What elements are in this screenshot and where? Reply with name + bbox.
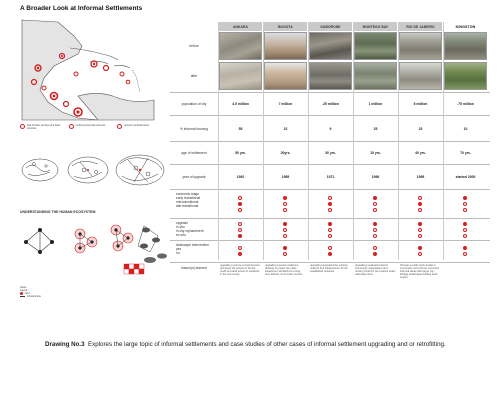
cell-upgrade-year: 1996 <box>371 175 380 179</box>
row-label-upgrade-year: year of upgrade <box>182 175 206 179</box>
lesson-montego-bay: upgrading moderated deal in community organization and nursing funds for the positive under well-water lines <box>355 264 396 276</box>
red-ring-icon <box>20 124 25 129</box>
cell-informal: 23 <box>418 127 423 131</box>
photo-after-rio <box>399 62 442 90</box>
legend-item: lack of basic services and basic structure <box>20 124 63 130</box>
cell-upgrade-year: 1998 <box>416 175 425 179</box>
cell-population: .25 million <box>322 102 339 106</box>
indicator-dot <box>463 246 467 250</box>
indicator-dot <box>373 202 377 206</box>
map-legend <box>20 124 160 130</box>
row-label-population: population of city <box>181 102 207 106</box>
indicator-dot <box>373 228 377 232</box>
indicator-dot <box>463 234 467 238</box>
indicator-dot <box>238 228 242 232</box>
city-header-kingston: KINGSTON <box>444 22 487 31</box>
indicator-dot <box>283 252 287 256</box>
indicator-dot <box>418 202 422 206</box>
legend-item: evolving structural elements <box>69 124 112 129</box>
indicator-dot <box>283 196 287 200</box>
photo-before-gaborone <box>309 32 352 60</box>
caption-text: Explores the large topic of informal settlements and case studies of other cases of informal settlement upgrading and or retrofitting. <box>88 341 446 348</box>
indicator-dot <box>463 196 467 200</box>
cell-population: 6 million <box>413 102 428 106</box>
indicator-dot <box>418 234 422 238</box>
lesson-ankara: upgrading must be comprehensive and leave the access to formal credit and land tenure of residents in the community <box>220 264 260 276</box>
cell-population: .75 million <box>457 102 474 106</box>
indicator-dot <box>373 222 377 226</box>
indicator-dot <box>418 228 422 232</box>
city-header-gaborone: GABORONE <box>309 22 352 31</box>
indicator-dots <box>219 194 489 262</box>
photo-after-gaborone <box>309 62 352 90</box>
row-label-informal: % informal housing <box>179 127 209 131</box>
lesson-gaborone: upgrading separated the existing network and infrastructure fit into established networks <box>310 264 348 273</box>
legend-notes: Notes: legend: land infrastructure <box>20 286 41 298</box>
red-ring-icon <box>117 124 122 129</box>
lesson-rio: through a public work similar to community and schools reconnect informal areas with larger city; linkage landscapes holding each impact <box>400 264 440 279</box>
photo-after-montego-bay <box>354 62 397 90</box>
indicator-dot <box>328 252 332 256</box>
cell-upgrade-year: 1992 <box>236 175 245 179</box>
row-label-lessons: lesson(s) learned <box>181 266 207 270</box>
lesson-bogota: upgrading ensures resilience; drawing on power the cities situations it will likely be a long term leftover if it is under control <box>265 264 302 276</box>
cell-upgrade-year: 1971 <box>326 175 335 179</box>
cell-age: 50 yrs. <box>235 151 246 155</box>
page-title: A Broader Look at Informal Settlements <box>20 5 143 12</box>
indicator-dot <box>238 202 242 206</box>
photo-after-ankara <box>219 62 262 90</box>
indicator-dot <box>238 252 242 256</box>
indicator-dot <box>418 222 422 226</box>
cell-population: 4.5 million <box>232 102 249 106</box>
cell-population: 1 million <box>368 102 383 106</box>
photo-after-bogota <box>264 62 307 90</box>
ecosystem-diagram <box>18 216 168 280</box>
ecosystem-title: UNDERSTANDING THE HUMAN ECOSYSTEM <box>20 210 96 214</box>
indicator-dot <box>283 228 287 232</box>
indicator-dot <box>418 196 422 200</box>
row-label-age: age of settlement <box>181 151 207 155</box>
settlement-sketches <box>18 150 168 192</box>
row-label-after: after <box>190 74 198 78</box>
indicator-dot <box>418 246 422 250</box>
indicator-dot <box>373 234 377 238</box>
row-label-before: before <box>189 44 199 48</box>
indicator-dot <box>283 202 287 206</box>
cell-informal: 22 <box>283 127 288 131</box>
caption-label: Drawing No.3 <box>45 341 85 348</box>
indicator-dot <box>418 208 422 212</box>
cell-informal: 25 <box>373 127 378 131</box>
land-icon <box>20 292 23 295</box>
indicator-dot <box>463 228 467 232</box>
row-label-landscape: landscape intervention yes no <box>176 243 209 255</box>
cell-age: 15 yrs. <box>370 151 381 155</box>
city-header-ankara: ANKARA <box>219 22 262 31</box>
indicator-dot <box>463 208 467 212</box>
indicator-dot <box>373 252 377 256</box>
cell-upgrade-year: 1989 <box>281 175 290 179</box>
indicator-dot <box>373 246 377 250</box>
indicator-dot <box>238 234 242 238</box>
drawing-caption <box>45 341 446 348</box>
cell-informal: 10 <box>463 127 468 131</box>
caribbean-map <box>18 16 158 121</box>
city-header-bogota: BOGOTA <box>264 22 307 31</box>
cell-age: 20yrs. <box>280 151 291 155</box>
indicator-dot <box>463 202 467 206</box>
indicator-dot <box>373 208 377 212</box>
indicator-dot <box>238 196 242 200</box>
cell-informal: 55 <box>238 127 243 131</box>
indicator-dot <box>328 208 332 212</box>
indicator-dot <box>238 208 242 212</box>
cell-age: 30 yrs. <box>325 151 336 155</box>
cell-upgrade-year: started 2000 <box>455 175 476 179</box>
photo-before-ankara <box>219 32 262 60</box>
indicator-dot <box>328 246 332 250</box>
legend-item: access to infrastructure <box>117 124 160 129</box>
indicator-dot <box>418 252 422 256</box>
indicator-dot <box>463 252 467 256</box>
row-label-economic: economic stage early transitional mid-transitional late transitional <box>176 192 201 208</box>
indicator-dot <box>328 222 332 226</box>
photo-before-bogota <box>264 32 307 60</box>
indicator-dot <box>283 246 287 250</box>
infrastructure-line-icon <box>20 296 25 297</box>
indicator-dot <box>238 222 242 226</box>
photo-after-kingston <box>444 62 487 90</box>
indicator-dot <box>283 208 287 212</box>
row-label-upgrade-type: upgrade in situ in city replacement ex situ <box>176 221 204 237</box>
indicator-dot <box>373 196 377 200</box>
city-header-montego-bay: MONTEGO BAY <box>354 22 397 31</box>
indicator-dot <box>328 228 332 232</box>
cell-informal: 9 <box>329 127 332 131</box>
indicator-dot <box>283 222 287 226</box>
photo-before-kingston <box>444 32 487 60</box>
indicator-dot <box>283 234 287 238</box>
cell-age: 40 yrs. <box>415 151 426 155</box>
cell-population: 7 million <box>278 102 293 106</box>
indicator-dot <box>328 202 332 206</box>
photo-before-montego-bay <box>354 32 397 60</box>
indicator-dot <box>328 196 332 200</box>
indicator-dot <box>328 234 332 238</box>
red-ring-icon <box>69 124 74 129</box>
city-header-rio: RIO DE JANEIRO <box>399 22 442 31</box>
cell-age: 70 yrs. <box>460 151 471 155</box>
photo-before-rio <box>399 32 442 60</box>
indicator-dot <box>463 222 467 226</box>
indicator-dot <box>238 246 242 250</box>
